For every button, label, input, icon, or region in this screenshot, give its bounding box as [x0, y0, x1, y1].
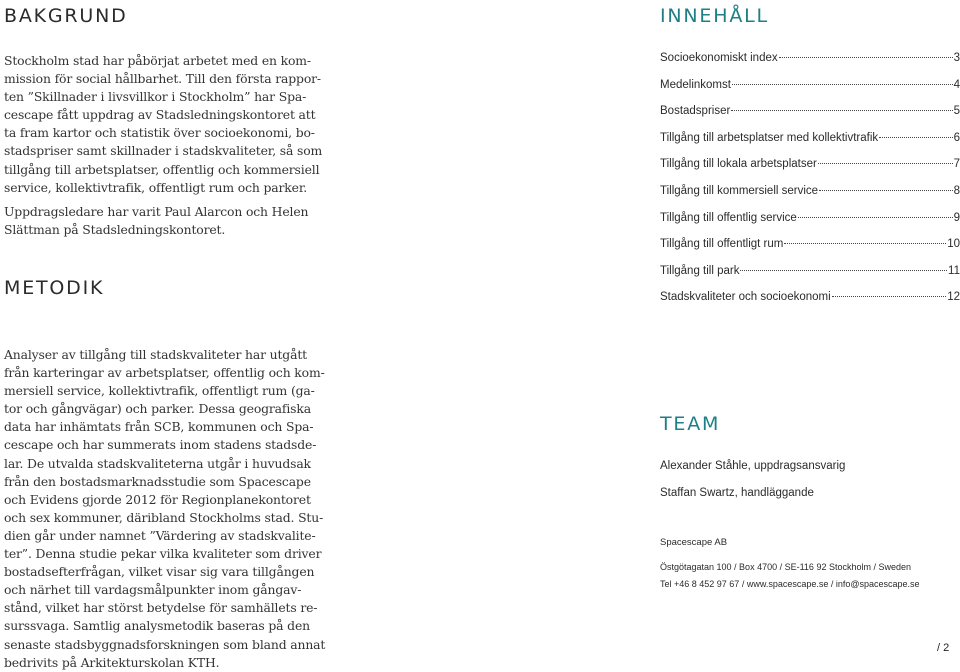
text-line: tor och gångvägar) och parker. Dessa geografiska	[4, 401, 311, 417]
toc-entry[interactable]	[660, 238, 960, 265]
contents-heading: INNEHÅLL	[660, 5, 769, 27]
text-line: och närhet till vardagsmålpunkter inom gångav-	[4, 582, 302, 598]
text-line: ta fram kartor och statistik över socioekonomi, bo-	[4, 125, 315, 141]
toc-entry-page: 5	[953, 105, 960, 118]
toc-entry[interactable]	[660, 265, 960, 292]
text-line: Slättman på Stadsledningskontoret.	[4, 222, 226, 238]
background-paragraph	[4, 52, 323, 197]
text-line: lar. De utvalda stadskvaliteterna utgår i huvudsak	[4, 455, 311, 471]
toc-leader	[731, 110, 952, 111]
toc-leader	[732, 84, 953, 85]
text-line: cescape och har summerats inom stadens stadsde-	[4, 437, 317, 453]
toc-leader	[798, 217, 953, 218]
method-paragraph	[4, 346, 326, 672]
toc-entry-page: 9	[953, 211, 960, 224]
text-line: bedrivits på Arkitekturskolan KTH.	[4, 654, 220, 670]
assignment-paragraph	[4, 203, 309, 239]
toc-leader	[740, 270, 947, 271]
toc-entry-label: Tillgång till kommersiell service	[660, 184, 819, 197]
toc-entry-page: 12	[947, 291, 960, 304]
toc-entry-label: Stadskvaliteter och socioekonomi	[660, 291, 831, 304]
toc-entry-label: Tillgång till offentligt rum	[660, 238, 784, 251]
text-line: Uppdragsledare har varit Paul Alarcon och Helen	[4, 204, 309, 219]
toc-entry-label: Socioekonomiskt index	[660, 52, 778, 64]
text-line: Analyser av tillgång till stadskvaliteter har utgått	[4, 347, 307, 362]
toc-entry-label: Tillgång till arbetsplatser med kollektivtrafik	[660, 131, 879, 144]
toc-entry[interactable]	[660, 291, 960, 318]
table-of-contents	[660, 52, 960, 318]
company-name: Spacescape AB	[660, 537, 728, 548]
toc-entry[interactable]	[660, 52, 960, 79]
text-line: service, kollektivtrafik, offentligt rum och parker.	[4, 179, 308, 195]
toc-leader	[819, 190, 953, 191]
toc-entry[interactable]	[660, 105, 960, 132]
toc-entry[interactable]	[660, 158, 960, 185]
toc-entry-label: Medelinkomst	[660, 78, 731, 91]
toc-entry-page: 6	[953, 131, 960, 144]
text-line: och sex kommuner, däribland Stockholms stad. Stu-	[4, 509, 324, 525]
toc-leader	[779, 57, 953, 58]
team-member: Staffan Swartz, handläggande	[660, 487, 814, 499]
text-line: mersiell service, kollektivtrafik, offentligt rum (ga-	[4, 383, 315, 399]
toc-leader	[879, 137, 952, 138]
toc-entry[interactable]	[660, 79, 960, 106]
toc-entry[interactable]	[660, 132, 960, 159]
text-line: stånd, vilket har störst betydelse för samhällets re-	[4, 600, 318, 616]
toc-entry-page: 11	[948, 264, 960, 277]
text-line: cescape fått uppdrag av Stadsledningskontoret att	[4, 107, 316, 123]
text-line: från den bostadsmarknadsstudie som Spacescape	[4, 473, 311, 489]
background-heading: BAKGRUND	[4, 5, 128, 27]
text-line: data har inhämtats från SCB, kommunen och Spa-	[4, 419, 314, 435]
page-number: / 2	[937, 642, 950, 654]
text-line: ten ”Skillnader i livsvillkor i Stockholm” har Spa-	[4, 89, 307, 105]
toc-entry[interactable]	[660, 212, 960, 239]
toc-entry-label: Tillgång till offentlig service	[660, 211, 797, 224]
text-line: senaste stadsbyggnadsforskningen som bland annat	[4, 636, 326, 652]
toc-entry-page: 7	[953, 158, 960, 171]
toc-leader	[818, 163, 953, 164]
toc-entry-page: 8	[953, 184, 960, 197]
toc-entry-page: 4	[953, 78, 960, 91]
text-line: tillgång till arbetsplatser, offentlig och kommersiell	[4, 161, 320, 177]
toc-entry-label: Tillgång till park	[660, 264, 740, 277]
team-member: Alexander Ståhle, uppdragsansvarig	[660, 460, 846, 472]
toc-leader	[784, 243, 946, 244]
text-line: från karteringar av arbetsplatser, offentlig och kom-	[4, 365, 325, 381]
company-contact: Tel +46 8 452 97 67 / www.spacescape.se / info@spacescape.se	[660, 579, 920, 589]
method-heading: METODIK	[4, 277, 105, 299]
toc-entry-page: 10	[947, 238, 960, 251]
text-line: ter”. Denna studie pekar vilka kvaliteter som driver	[4, 546, 322, 562]
text-line: mission för social hållbarhet. Till den första rappor-	[4, 71, 321, 87]
toc-leader	[832, 296, 947, 297]
toc-entry-page: 3	[953, 52, 960, 64]
toc-entry-label: Bostadspriser	[660, 105, 731, 118]
text-line: surssvaga. Samtlig analysmetodik baseras på den	[4, 618, 310, 634]
text-line: och Evidens gjorde 2012 för Regionplanekontoret	[4, 491, 311, 507]
team-heading: TEAM	[660, 413, 721, 435]
toc-entry-label: Tillgång till lokala arbetsplatser	[660, 158, 817, 171]
text-line: Stockholm stad har påbörjat arbetet med en kom-	[4, 53, 311, 68]
text-line: dien går under namnet ”Värdering av stadskvalite-	[4, 527, 316, 543]
text-line: stadspriser samt skillnader i stadskvaliteter, så som	[4, 143, 323, 159]
text-line: bostadsefterfrågan, vilket visar sig vara tillgången	[4, 564, 315, 580]
toc-entry[interactable]	[660, 185, 960, 212]
company-address: Östgötagatan 100 / Box 4700 / SE-116 92 Stockholm / Sweden	[660, 562, 911, 572]
